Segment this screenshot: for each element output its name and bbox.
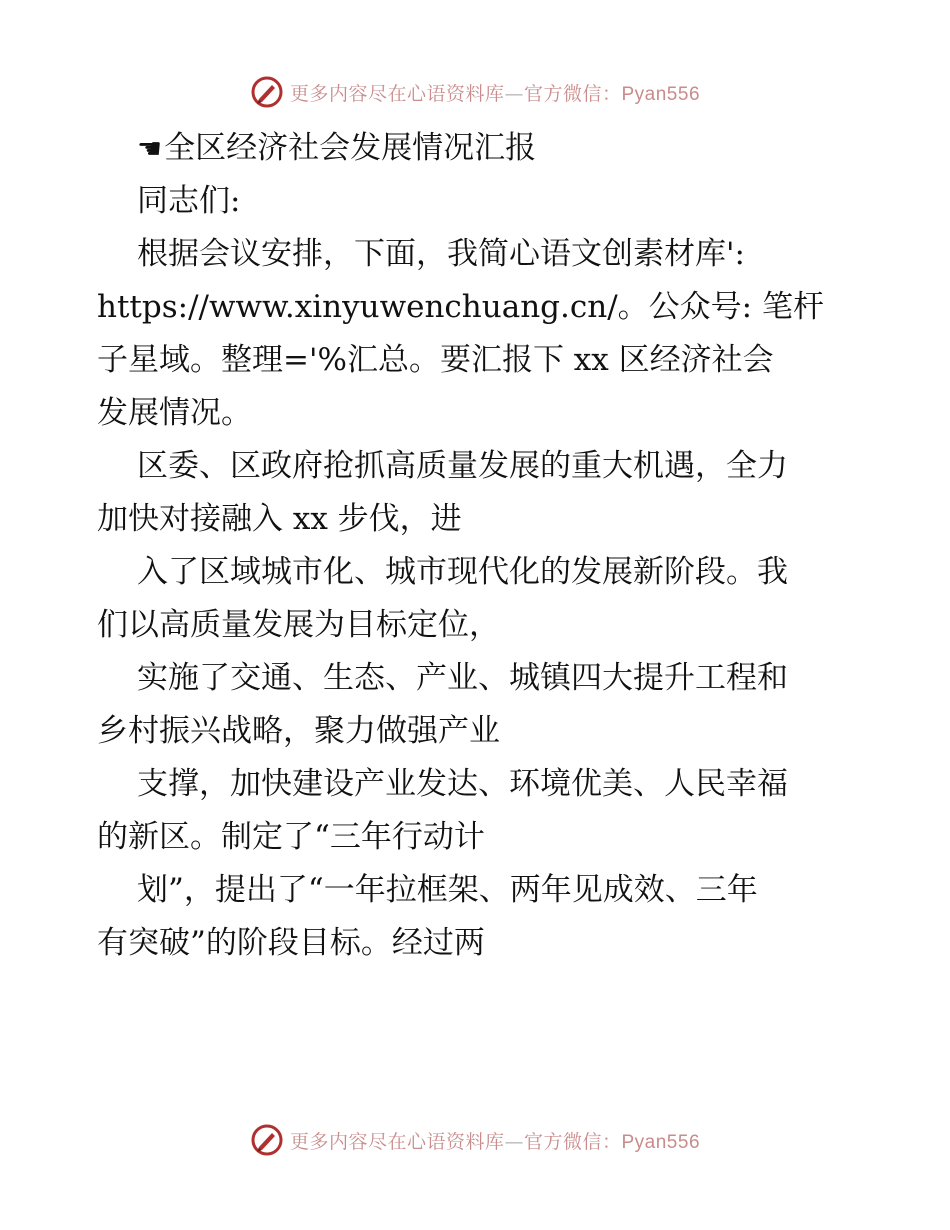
logo-icon bbox=[250, 75, 284, 109]
footer-wechat-label: 官方微信： bbox=[523, 1130, 622, 1153]
text-line: 入了区域城市化、城市现代化的发展新阶段。我 bbox=[137, 554, 788, 590]
text-line: 实施了交通、生态、产业、城镇四大提升工程和 bbox=[137, 660, 788, 696]
header-banner bbox=[0, 70, 950, 114]
text-line: 们以高质量发展为目标定位， bbox=[97, 607, 500, 643]
footer-banner-text bbox=[290, 1127, 700, 1154]
text-line: 根据会议安排，下面，我简心语文创素材库': bbox=[137, 236, 745, 272]
hand-pointing-icon: ☚ bbox=[137, 132, 163, 165]
document-title: 全区经济社会发展情况汇报 bbox=[164, 130, 537, 166]
footer-site: 更多内容尽在心语资料库 bbox=[289, 1130, 505, 1153]
text-line: 发展情况。 bbox=[97, 395, 252, 431]
footer-dash: — bbox=[504, 1130, 524, 1153]
header-site: 更多内容尽在心语资料库 bbox=[289, 82, 505, 105]
text-line: 的新区。制定了“三年行动计 bbox=[97, 819, 485, 855]
text-line: 有突破”的阶段目标。经过两 bbox=[97, 925, 485, 961]
text-line: 乡村振兴战略，聚力做强产业 bbox=[97, 713, 500, 749]
logo-icon bbox=[250, 1123, 284, 1157]
footer-banner bbox=[0, 1118, 950, 1162]
text-line: 划”，提出了“一年拉框架、两年见成效、三年 bbox=[137, 872, 758, 908]
text-line: 同志们: bbox=[137, 183, 241, 219]
header-wechat-id: Pyan556 bbox=[621, 83, 701, 105]
header-banner-text bbox=[290, 79, 700, 106]
header-dash: — bbox=[504, 82, 524, 105]
text-line: 区委、区政府抢抓高质量发展的重大机遇，全力 bbox=[137, 448, 788, 484]
text-line: 子星域。整理='%汇总。要汇报下 xx 区经济社会 bbox=[97, 342, 774, 378]
text-line: 支撑，加快建设产业发达、环境优美、人民幸福 bbox=[137, 766, 788, 802]
text-line: https://www.xinyuwenchuang.cn/。公众号: 笔杆 bbox=[97, 289, 824, 325]
document-body bbox=[97, 122, 857, 970]
document-title-line bbox=[97, 122, 857, 175]
header-wechat-label: 官方微信： bbox=[523, 82, 622, 105]
text-line: 加快对接融入 xx 步伐，进 bbox=[97, 501, 462, 537]
footer-wechat-id: Pyan556 bbox=[621, 1131, 701, 1153]
